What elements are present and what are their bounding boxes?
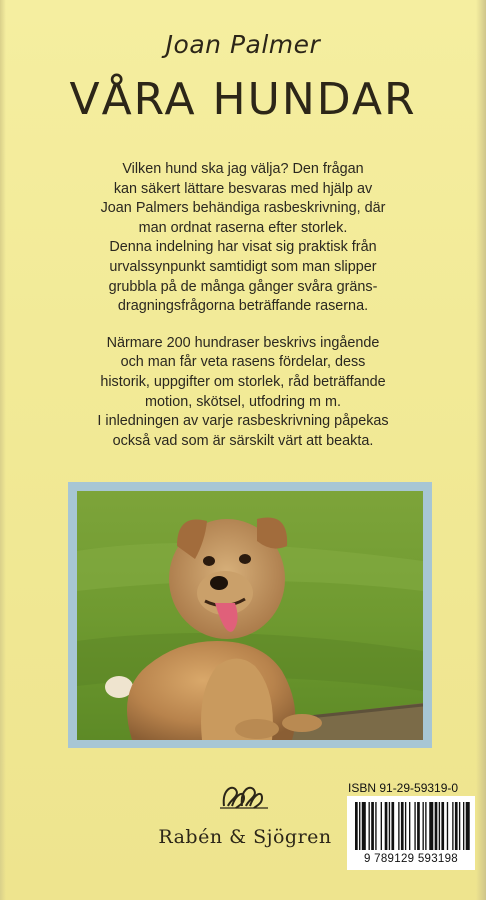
barcode-bar [385, 802, 388, 850]
publisher-logo-icon [218, 780, 270, 812]
isbn-label: ISBN 91-29-59319-0 [348, 781, 459, 795]
blurb-line: Joan Palmers behändiga rasbeskrivning, där [100, 200, 386, 217]
barcode-bar [381, 802, 382, 850]
barcode-bar [441, 802, 444, 850]
norfolk-terrier-illustration [77, 491, 423, 740]
barcode-bar [405, 802, 406, 850]
blurb-line: kan säkert lättare besvaras med hjälp av [113, 180, 373, 197]
barcode-bar [359, 802, 360, 850]
blurb-line: urvalssynpunkt samtidigt som man slipper [109, 258, 377, 275]
barcode-bar [355, 802, 358, 850]
cover-right-edge [476, 0, 486, 900]
blurb-line: också vad som är särskilt värt att beakta. [112, 432, 374, 449]
barcode-number: 9 789129 593198 [347, 853, 475, 867]
barcode-icon [347, 796, 475, 854]
barcode-bar [429, 802, 433, 850]
barcode-bar [459, 802, 460, 850]
barcode-bar [391, 802, 394, 850]
blurb-line: I inledningen av varje rasbeskrivning påpekas [97, 413, 389, 430]
barcode-bar [466, 802, 470, 850]
author-name: Joan Palmer [165, 30, 321, 59]
barcode-bar [398, 802, 399, 850]
barcode-bar [389, 802, 390, 850]
blurb-line: Denna indelning har visat sig praktisk från [109, 239, 377, 256]
barcode-bar [425, 802, 426, 850]
blurb-line: dragningsfrågorna beträffande raserna. [117, 298, 369, 315]
barcode-bar [414, 802, 415, 850]
blurb-line: grubbla på de många gånger svåra gräns- [108, 278, 378, 295]
barcode-bar [452, 802, 453, 850]
cover-left-edge [0, 0, 6, 900]
book-title: VÅRA HUNDAR [69, 74, 417, 125]
barcode-bar [435, 802, 438, 850]
blurb-line: Vilken hund ska jag välja? Den frågan [122, 161, 364, 177]
blurb-paragraph-1 [60, 160, 426, 317]
barcode-bar [439, 802, 440, 850]
barcode-bar [401, 802, 404, 850]
blurb-line: man ordnat raserna efter storlek. [138, 219, 348, 236]
blurb-paragraph-2 [60, 334, 426, 452]
barcode-bar [447, 802, 448, 850]
blurb-line: motion, skötsel, utfodring m m. [145, 393, 341, 410]
barcode-bar [375, 802, 376, 850]
barcode-bar [409, 802, 410, 850]
dog-photo [77, 491, 423, 740]
publisher-name: Rabén & Sjögren [158, 826, 332, 848]
blurb-line: Närmare 200 hundraser beskrivs ingående [106, 334, 380, 351]
blurb-line: historik, uppgifter om storlek, råd beträffande [100, 373, 386, 390]
barcode-bar [369, 802, 370, 850]
barcode-bar [417, 802, 420, 850]
blurb-line: och man får veta rasens fördelar, dess [120, 354, 366, 371]
barcode-bar [463, 802, 464, 850]
blurb-text [60, 160, 426, 468]
barcode-bar [423, 802, 424, 850]
barcode-bar [362, 802, 366, 850]
barcode-bar [371, 802, 374, 850]
barcode-bar [455, 802, 458, 850]
